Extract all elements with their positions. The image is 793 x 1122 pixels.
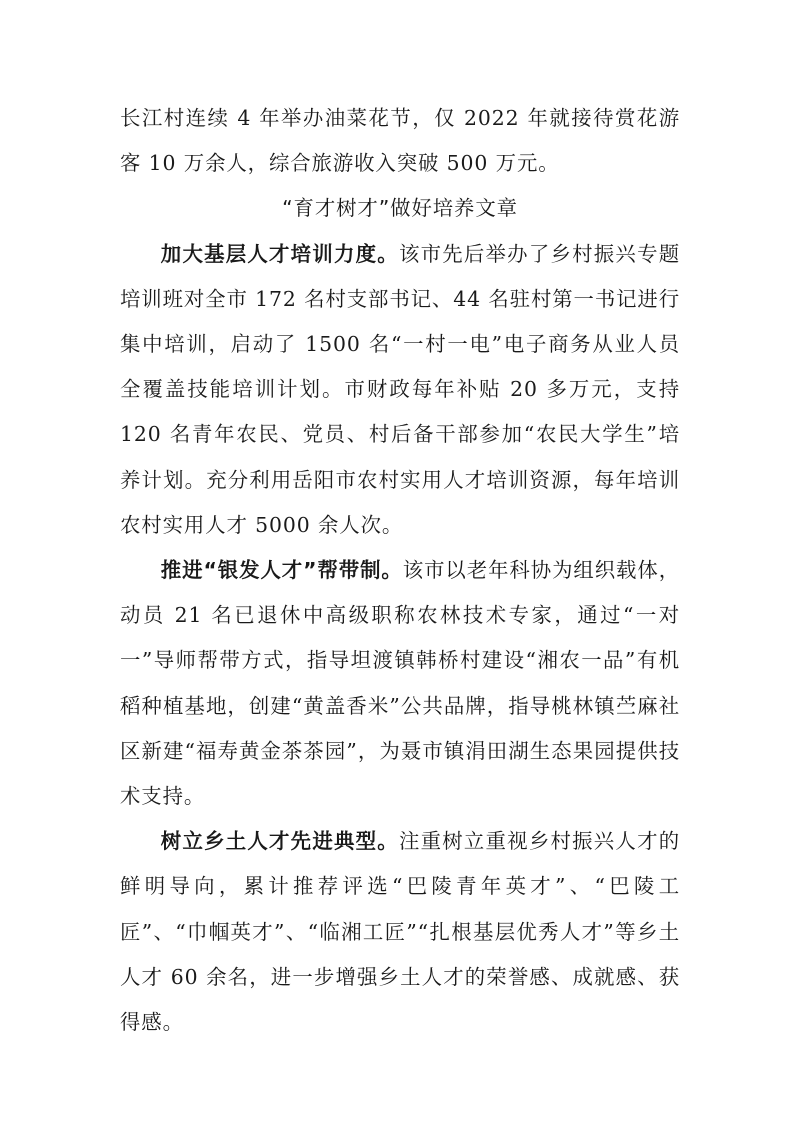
paragraph-lead: 树立乡土人才先进典型。 xyxy=(160,829,399,854)
paragraph-body: 该市先后举办了乡村振兴专题培训班对全市 172 名村支部书记、44 名驻村第一书记进行集中培训，启动了 1500 名“一村一电”电子商务从业人员全覆盖技能培训计划。市财政每年补贴 20 多万元，支持 120 名青年农民、党员、村后备干部参加“农民大学生”培养计划。充分利用岳阳市农村实用人才培训资源，每年培训农村实用人才 5000 余人次。 xyxy=(120,241,681,537)
section-heading: “育才树才”做好培养文章 xyxy=(282,196,518,221)
paragraph-lead: 加大基层人才培训力度。 xyxy=(160,241,399,266)
paragraph-training xyxy=(120,232,680,548)
paragraph-silver-talent xyxy=(120,548,680,819)
paragraph-body: 该市以老年科协为组织载体，动员 21 名已退休中高级职称农林技术专家，通过“一对一”导师帮带方式，指导坦渡镇韩桥村建设“湘农一品”有机稻种植基地，创建“黄盖香米”公共品牌，指导桃林镇苎麻社区新建“福寿黄金茶茶园”，为聂市镇涓田湖生态果园提供技术支持。 xyxy=(120,558,680,809)
paragraph-local-talent xyxy=(120,819,680,1045)
document-body xyxy=(120,96,680,1045)
intro-paragraph: 长江村连续 4 年举办油菜花节，仅 2022 年就接待赏花游客 10 万余人，综合旅游收入突破 500 万元。 xyxy=(120,106,680,176)
paragraph-lead: 推进“银发人才”帮带制。 xyxy=(160,558,403,583)
paragraph-body: 注重树立重视乡村振兴人才的鲜明导向，累计推荐评选“巴陵青年英才”、“巴陵工匠”、“巾帼英才”、“临湘工匠”“扎根基层优秀人才”等乡土人才 60 余名，进一步增强乡土人才的荣誉感、成就感、获得感。 xyxy=(120,829,681,1035)
